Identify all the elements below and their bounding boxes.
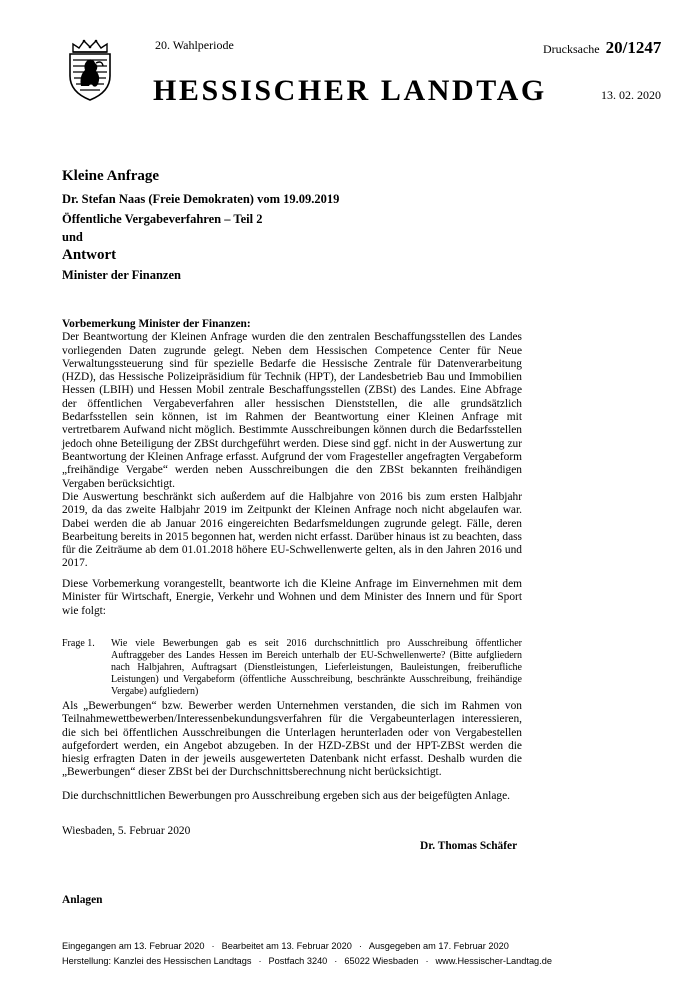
und-label: und [62, 230, 83, 244]
place-date: Wiesbaden, 5. Februar 2020 [62, 825, 191, 837]
page-title: HESSISCHER LANDTAG [153, 74, 547, 107]
drucksache-label: Drucksache [543, 42, 600, 56]
paragraph-bewerbungen: Als „Bewerbungen“ bzw. Bewerber werden Unternehmen verstanden, die sich im Rahmen von Teilnahmewettbewerben/Interessenbekundungsverfahren für die Vergabeunterlagen interessieren, die sich bei öffentlichen Ausschreibungen die Unterlagen herunterladen oder von Vergabestellen aufgefordert werden, ein Angebot abzugeben. In der HZD-ZBSt und der HPT-ZBSt werden die hiesig erfragten Daten in der jeweils ausgewerteten Datenbank nicht erfasst. Deshalb wurden die „Bewerbungen“ dieser ZBSt bei der Durchschnittsberechnung nicht berücksichtigt. [62, 700, 522, 779]
footer-separator: · [358, 941, 362, 951]
footer-separator: · [211, 941, 215, 951]
footer-postfach: Postfach 3240 [268, 956, 328, 966]
vorbemerkung-section [62, 318, 522, 491]
footer-ausgegeben: Ausgegeben am 17. Februar 2020 [368, 941, 509, 951]
paragraph-anlage: Die durchschnittlichen Bewerbungen pro Ausschreibung ergeben sich aus der beigefügten Anlage. [62, 790, 511, 802]
anfrage-author: Dr. Stefan Naas (Freie Demokraten) vom 19.09.2019 [62, 192, 340, 206]
minister-label: Minister der Finanzen [62, 268, 181, 282]
footer-eingegangen: Eingegangen am 13. Februar 2020 [62, 941, 205, 951]
kleine-anfrage-heading: Kleine Anfrage [62, 168, 160, 184]
antwort-heading: Antwort [62, 247, 117, 263]
paragraph-einvernehmen: Diese Vorbemerkung vorangestellt, beantworte ich die Kleine Anfrage im Einvernehmen mit dem Minister für Wirtschaft, Energie, Verkehr und Wohnen und dem Minister des Innern und für Sport wie folgt: [62, 578, 522, 617]
footer-ort: 65022 Wiesbaden [344, 956, 419, 966]
footer-separator: · [425, 956, 429, 966]
drucksache [543, 38, 661, 58]
document-date: 13. 02. 2020 [601, 88, 661, 102]
vorbemerkung-paragraph: Der Beantwortung der Kleinen Anfrage wurden die den zentralen Beschaffungsstellen des Landes vorliegenden Daten zugrunde gelegt. Neben dem Hessischen Competence Center für Neue Verwaltungssteuerung sind für spezielle Bedarfe die Hessische Zentrale für Datenverarbeitung (HZD), das Hessische Polizeipräsidium für Technik (HPT), der Landesbetrieb Bau und Immobilien Hessen (LBIH) und Hessen Mobil zentrale Beschaffungsstellen (ZBSt) des Landes. Eine Abfrage der öffentlichen Vergabeverfahren aller hessischen Dienststellen, die alle grundsätzlich Bedarfsstellen sein können, ist im Rahmen der Beantwortung einer Kleinen Anfrage mit vertretbarem Aufwand nicht möglich. Bestimmte Ausschreibungen können durch die Bedarfsstellen jedoch ohne Beteiligung der ZBSt durchgeführt werden. Diese sind ggf. nicht in der Auswertung zur Beantwortung der Kleinen Anfrage erfasst. Aufgrund der vom Fragesteller angefragten Vergabeform „freihändige Vergabe“ werden neben Ausschreibungen die den ZBSt bekannten freihändigen Vergaben berücksichtigt. [62, 331, 522, 490]
frage-label: Frage 1. [62, 638, 95, 649]
anlagen-label: Anlagen [62, 894, 103, 906]
anfrage-subject: Öffentliche Vergabeverfahren – Teil 2 [62, 212, 263, 226]
footer-dates [62, 941, 509, 951]
paragraph-auswertung: Die Auswertung beschränkt sich außerdem auf die Halbjahre von 2016 bis zum ersten Halbjahr 2019, da das zweite Halbjahr 2019 im Zeitpunkt der Kleinen Anfrage noch nicht abgelaufen war. Dabei werden die ab Januar 2016 eingereichten Bedarfsmeldungen zugrunde gelegt. Fälle, deren Bearbeitung bereits in 2015 begonnen hat, werden nicht erfasst. Darüber hinaus ist zu beachten, dass für die Zeiträume ab dem 01.01.2018 höhere EU-Schwellenwerte gelten, als in den Jahren 2016 und 2017. [62, 491, 522, 570]
footer-publisher [62, 956, 552, 966]
wahlperiode: 20. Wahlperiode [155, 38, 234, 52]
footer-separator: · [334, 956, 338, 966]
hessen-coat-of-arms-icon [63, 38, 117, 102]
footer-herstellung: Herstellung: Kanzlei des Hessischen Landtags [62, 956, 252, 966]
footer-website-link[interactable]: www.Hessischer-Landtag.de [435, 956, 552, 966]
drucksache-number: 20/1247 [605, 38, 662, 57]
frage-text: Wie viele Bewerbungen gab es seit 2016 durchschnittlich pro Ausschreibung öffentlicher Auftraggeber des Landes Hessen im Bereich unterhalb der EU-Schwellenwerte? (Bitte aufgliedern nach Halbjahren, Auftragsart (Dienstleistungen, Lieferleistungen, Bauleistungen, freiberufliche Leistungen) und Vergabeform (öffentliche Ausschreibung, beschränkte Ausschreibung, freihändige Vergabe) aufgliedern) [111, 638, 522, 697]
footer-bearbeitet: Bearbeitet am 13. Februar 2020 [221, 941, 352, 951]
signer-name: Dr. Thomas Schäfer [420, 840, 518, 852]
footer-separator: · [258, 956, 262, 966]
vorbemerkung-heading: Vorbemerkung Minister der Finanzen: [62, 318, 251, 330]
